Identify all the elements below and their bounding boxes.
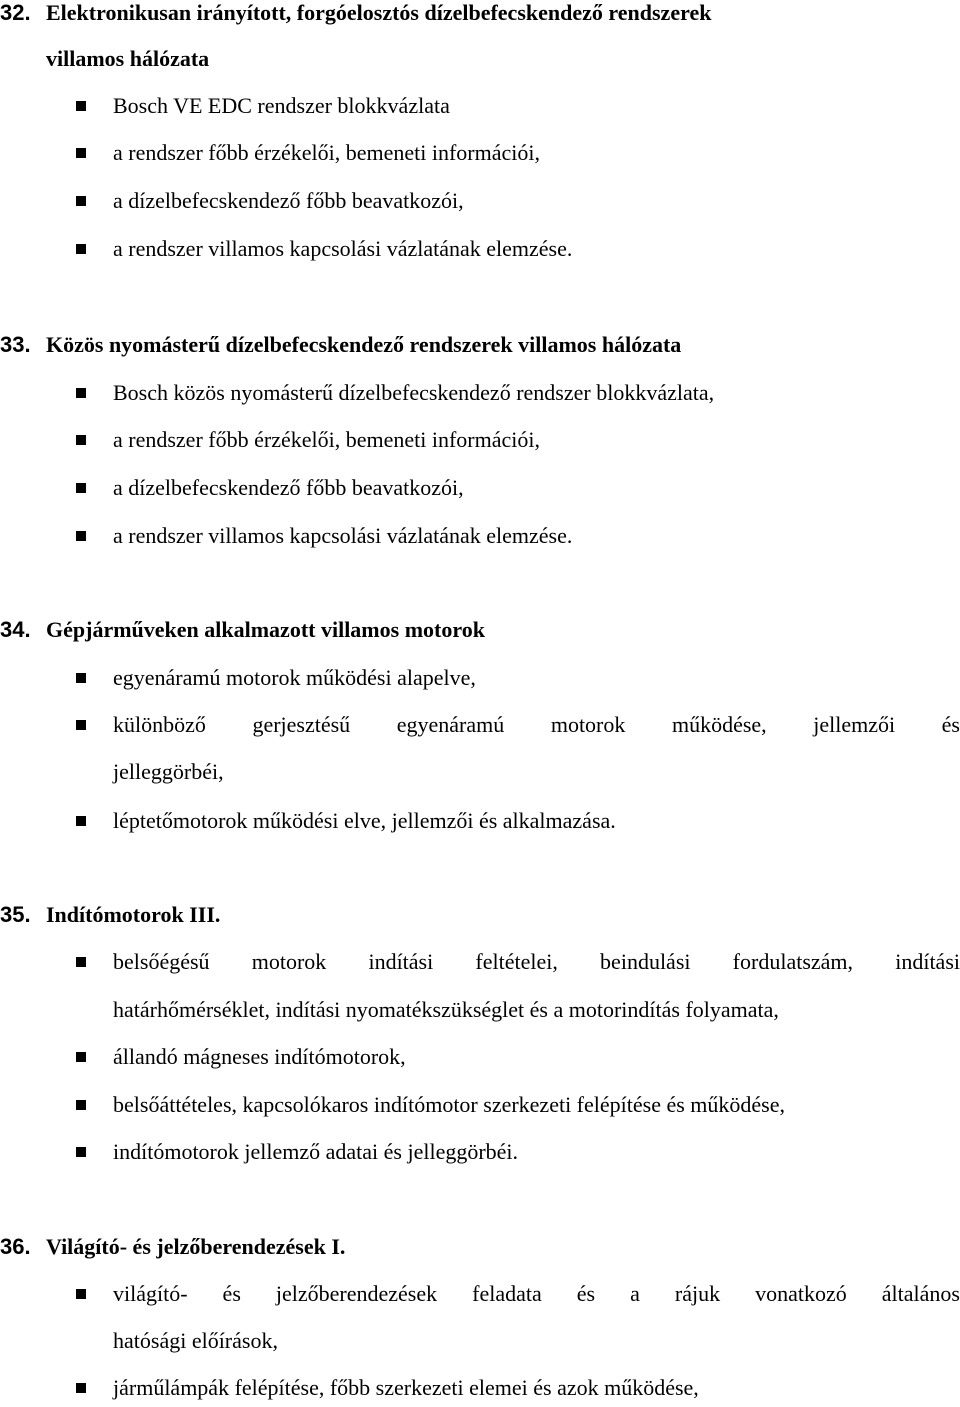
list-item-text: állandó mágneses indítómotorok,	[113, 1044, 406, 1069]
square-bullet-icon	[76, 1289, 86, 1299]
section-33-heading	[0, 330, 960, 360]
square-bullet-icon	[76, 531, 86, 541]
list-item-text: belsőáttételes, kapcsolókaros indítómotor szerkezeti felépítése és működése,	[113, 1092, 785, 1117]
section-32-heading-continued: villamos hálózata	[46, 46, 210, 71]
list-item-text: járműlámpák felépítése, főbb szerkezeti elemei és azok működése,	[113, 1375, 699, 1400]
section-number: 34.	[0, 617, 31, 642]
list-item-text: világító- és jelzőberendezések feladata és a rájuk vonatkozó általános	[113, 1281, 960, 1306]
list-item-text: indítómotorok jellemző adatai és jelleggörbéi.	[113, 1139, 519, 1164]
section-title: Elektronikusan irányított, forgóelosztós dízelbefecskendező rendszerek	[46, 0, 712, 25]
square-bullet-icon	[76, 1147, 86, 1157]
section-title: Közös nyomásterű dízelbefecskendező rendszerek villamos hálózata	[46, 332, 682, 357]
list-item-text-continued: határhőmérséklet, indítási nyomatékszükséglet és a motorindítás folyamata,	[113, 997, 779, 1022]
list-item-text: a dízelbefecskendező főbb beavatkozói,	[113, 188, 464, 213]
section-34-heading	[0, 615, 960, 645]
list-item-text-continued: hatósági előírások,	[113, 1328, 278, 1353]
list-item-text: a rendszer főbb érzékelői, bemeneti információi,	[113, 427, 540, 452]
list-item-text: Bosch VE EDC rendszer blokkvázlata	[113, 93, 450, 118]
list-item-text-continued: jelleggörbéi,	[113, 759, 224, 784]
section-number: 36.	[0, 1234, 31, 1259]
list-item-text: Bosch közös nyomásterű dízelbefecskendező rendszer blokkvázlata,	[113, 380, 715, 405]
square-bullet-icon	[76, 244, 86, 254]
square-bullet-icon	[76, 720, 86, 730]
section-number: 33.	[0, 332, 31, 357]
square-bullet-icon	[76, 1383, 86, 1393]
square-bullet-icon	[76, 673, 86, 683]
square-bullet-icon	[76, 483, 86, 493]
section-number: 32.	[0, 0, 31, 25]
section-32-heading	[0, 0, 960, 28]
list-item-text: különböző gerjesztésű egyenáramú motorok működése, jellemzői és	[113, 712, 960, 737]
list-item-text: a dízelbefecskendező főbb beavatkozói,	[113, 475, 464, 500]
section-number: 35.	[0, 902, 31, 927]
square-bullet-icon	[76, 957, 86, 967]
list-item-text: léptetőmotorok működési elve, jellemzői és alkalmazása.	[113, 808, 616, 833]
list-item-text: belsőégésű motorok indítási feltételei, beindulási fordulatszám, indítási	[113, 949, 960, 974]
list-item-text: a rendszer villamos kapcsolási vázlatának elemzése.	[113, 523, 573, 548]
square-bullet-icon	[76, 148, 86, 158]
section-36-heading	[0, 1232, 960, 1262]
square-bullet-icon	[76, 101, 86, 111]
section-35-heading	[0, 900, 960, 930]
square-bullet-icon	[76, 435, 86, 445]
section-title: Világító- és jelzőberendezések I.	[46, 1234, 346, 1259]
section-title: Gépjárműveken alkalmazott villamos motorok	[46, 617, 485, 642]
list-item-text: a rendszer főbb érzékelői, bemeneti információi,	[113, 140, 540, 165]
square-bullet-icon	[76, 388, 86, 398]
square-bullet-icon	[76, 1052, 86, 1062]
section-title: Indítómotorok III.	[46, 902, 221, 927]
list-item-text: egyenáramú motorok működési alapelve,	[113, 665, 476, 690]
square-bullet-icon	[76, 196, 86, 206]
square-bullet-icon	[76, 816, 86, 826]
list-item-text: a rendszer villamos kapcsolási vázlatának elemzése.	[113, 236, 573, 261]
square-bullet-icon	[76, 1100, 86, 1110]
